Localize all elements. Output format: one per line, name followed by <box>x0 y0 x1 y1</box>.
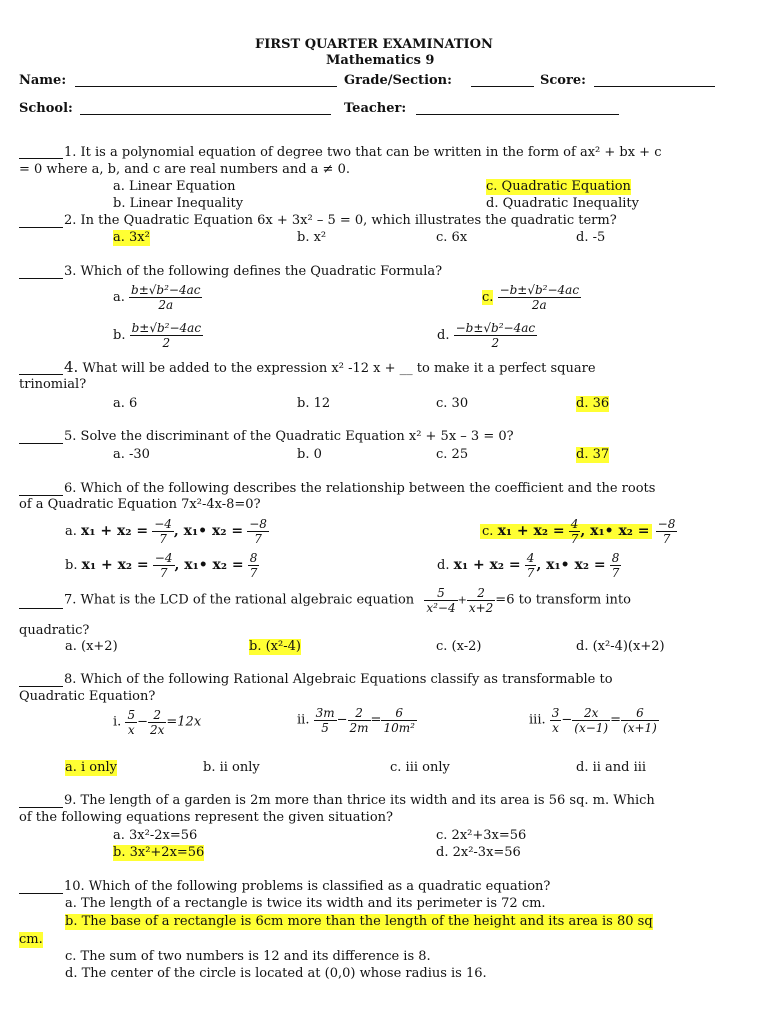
exam-title: FIRST QUARTER EXAMINATION <box>255 37 493 52</box>
grade-section-field[interactable] <box>471 74 534 87</box>
score-label: Score: <box>540 73 586 88</box>
school-field[interactable] <box>80 102 331 115</box>
q8-option-d[interactable]: d. ii and iii <box>576 760 647 775</box>
q8-iii-frac-2: $\frac{2x}{(x-1)}$ <box>574 706 609 735</box>
q6-c-sum-frac: $\frac{4}{7}$ <box>570 517 579 546</box>
q3-c-formula: $\frac{\text{−b±√b²−4ac}}{2a}$ <box>499 283 580 312</box>
q8-i-frac-2: $\frac{2}{2x}$ <box>149 708 165 737</box>
answer-blank-1[interactable] <box>19 146 63 159</box>
answer-blank-10[interactable] <box>19 881 63 894</box>
q6-option-d[interactable] <box>437 551 621 580</box>
q6-option-b[interactable] <box>65 551 259 580</box>
q7-option-d[interactable]: d. (x²-4)(x+2) <box>576 639 665 654</box>
q9-option-c[interactable]: c. 2x²+3x=56 <box>436 828 527 843</box>
answer-blank-6[interactable] <box>19 483 63 496</box>
question-9-text: 9. The length of a garden is 2m more than thrice its width and its area is 56 sq. m. Which <box>64 793 655 808</box>
q8-ii-label: ii. <box>297 712 310 728</box>
q8-iii-frac-3: $\frac{6}{(x+1)}$ <box>623 706 657 735</box>
q4-option-c[interactable]: c. 30 <box>436 396 469 411</box>
q3-a-formula: $\frac{\text{b±√b²−4ac}}{2a}$ <box>131 283 201 312</box>
q8-equation-iii <box>529 706 659 735</box>
q6-a-label: a. <box>65 524 77 539</box>
q8-iii-minus: − <box>561 712 573 728</box>
q5-option-d[interactable]: d. 37 <box>576 447 610 462</box>
q9-option-a[interactable]: a. 3x²-2x=56 <box>113 828 198 843</box>
q9-option-b[interactable]: b. 3x²+2x=56 <box>113 845 205 860</box>
q3-option-b[interactable] <box>113 321 203 350</box>
q4-option-a[interactable]: a. 6 <box>113 396 138 411</box>
q10-option-b-cont[interactable]: cm. <box>19 932 43 947</box>
q6-c-prod-frac: $\frac{-8}{7}$ <box>657 517 676 546</box>
question-8-text: 8. Which of the following Rational Algebraic Equations classify as transformable to <box>64 672 613 687</box>
q6-d-sum: x₁ + x₂ = <box>453 557 521 573</box>
q10-option-a[interactable]: a. The length of a rectangle is twice its width and its perimeter is 72 cm. <box>65 896 546 911</box>
q8-ii-frac-3: $\frac{6}{\text{10m²}}$ <box>383 706 415 735</box>
q10-option-d[interactable]: d. The center of the circle is located at (0,0) whose radius is 16. <box>65 966 487 981</box>
q4-option-d[interactable]: d. 36 <box>576 396 610 411</box>
q8-i-label: i. <box>113 714 122 730</box>
question-4-text <box>64 359 596 377</box>
q3-option-d[interactable] <box>437 321 537 350</box>
q9-option-d[interactable]: d. 2x²-3x=56 <box>436 845 521 860</box>
q4-option-b[interactable]: b. 12 <box>297 396 331 411</box>
q5-option-a[interactable]: a. -30 <box>113 447 150 462</box>
question-5-text: 5. Solve the discriminant of the Quadratic Equation x² + 5x – 3 = 0? <box>64 429 514 444</box>
q5-option-c[interactable]: c. 25 <box>436 447 469 462</box>
question-6-text: 6. Which of the following describes the relationship between the coefficient and the roots <box>64 481 656 496</box>
q10-option-c[interactable]: c. The sum of two numbers is 12 and its difference is 8. <box>65 949 431 964</box>
q3-d-formula: $\frac{\text{−b±√b²−4ac}}{2}$ <box>455 321 536 350</box>
q7-option-c[interactable]: c. (x-2) <box>436 639 482 654</box>
q8-i-rhs: =12x <box>166 714 202 730</box>
q6-c-sum: x₁ + x₂ = <box>497 523 565 539</box>
q6-d-prod: , x₁• x₂ = <box>536 557 606 573</box>
q7-tail: to transform into <box>518 592 631 608</box>
q6-b-sum-frac: $\frac{-4}{7}$ <box>154 551 173 580</box>
q2-option-c[interactable]: c. 6x <box>436 230 468 245</box>
q6-b-label: b. <box>65 558 78 573</box>
name-label: Name: <box>19 73 67 88</box>
q6-d-sum-frac: $\frac{4}{7}$ <box>526 551 535 580</box>
q6-c-prod: , x₁• x₂ = <box>580 523 650 539</box>
q3-b-formula: $\frac{\text{b±√b²−4ac}}{2}$ <box>131 321 202 350</box>
q8-option-a[interactable]: a. i only <box>65 760 118 775</box>
q6-a-sum-frac: $\frac{-4}{7}$ <box>154 517 172 546</box>
q2-option-b[interactable]: b. x² <box>297 230 327 245</box>
q7-fraction-2: $\frac{2}{x+2}$ <box>468 586 494 615</box>
q1-option-a[interactable]: a. Linear Equation <box>113 179 236 194</box>
q2-option-d[interactable]: d. -5 <box>576 230 606 245</box>
q8-ii-equals: = <box>370 712 382 728</box>
q3-d-label: d. <box>437 328 450 343</box>
question-7-text-cont: quadratic? <box>19 623 90 638</box>
q7-fraction-1: $\frac{5}{\text{x²−4}}$ <box>426 586 456 615</box>
answer-blank-5[interactable] <box>19 431 63 444</box>
answer-blank-4[interactable] <box>19 362 63 375</box>
q2-option-a[interactable]: a. 3x² <box>113 230 150 245</box>
q6-a-sum: x₁ + x₂ = <box>81 523 149 539</box>
q8-ii-minus: − <box>336 712 348 728</box>
q8-option-b[interactable]: b. ii only <box>203 760 260 775</box>
q6-a-prod: , x₁• x₂ = <box>173 523 244 539</box>
school-label: School: <box>19 101 73 116</box>
q6-b-prod: , x₁• x₂ = <box>174 557 244 573</box>
q10-option-b[interactable]: b. The base of a rectangle is 6cm more than the length of the height and its area is 80 sq <box>65 914 653 929</box>
question-8-text-cont: Quadratic Equation? <box>19 689 156 704</box>
q6-option-c[interactable] <box>480 517 677 546</box>
q6-c-label: c. <box>482 524 494 539</box>
q7-plus: + <box>457 593 467 607</box>
q8-equation-ii <box>297 706 417 735</box>
question-2-text: 2. In the Quadratic Equation 6x + 3x² – 5 = 0, which illustrates the quadratic term? <box>64 213 617 228</box>
q8-equation-i <box>113 708 201 737</box>
answer-blank-3[interactable] <box>19 266 63 279</box>
q1-option-b[interactable]: b. Linear Inequality <box>113 196 244 211</box>
grade-section-label: Grade/Section: <box>344 73 452 88</box>
q7-option-a[interactable]: a. (x+2) <box>65 639 118 654</box>
q8-ii-frac-1: $\frac{3m}{5}$ <box>315 706 335 735</box>
q3-a-label: a. <box>113 290 125 305</box>
q7-option-b[interactable]: b. (x²-4) <box>249 639 301 654</box>
q8-ii-frac-2: $\frac{2}{2m}$ <box>349 706 369 735</box>
answer-blank-8[interactable] <box>19 674 63 687</box>
question-9-text-cont: of the following equations represent the given situation? <box>19 810 394 825</box>
question-3-text: 3. Which of the following defines the Quadratic Formula? <box>64 264 443 279</box>
answer-blank-9[interactable] <box>19 795 63 808</box>
q8-iii-equals: = <box>610 712 622 728</box>
q7-equals-six: =6 <box>495 592 515 608</box>
teacher-label: Teacher: <box>344 101 407 116</box>
question-7-text <box>64 586 631 615</box>
exam-subtitle: Mathematics 9 <box>326 53 435 68</box>
q8-iii-label: iii. <box>529 712 546 728</box>
score-field[interactable] <box>594 74 715 87</box>
q6-d-label: d. <box>437 558 450 573</box>
q3-option-a[interactable] <box>113 283 202 312</box>
q6-option-a[interactable] <box>65 517 269 546</box>
q1-option-d[interactable]: d. Quadratic Inequality <box>486 196 639 211</box>
q3-option-c[interactable] <box>482 283 581 312</box>
q8-iii-frac-1: $\frac{3}{x}$ <box>551 706 560 735</box>
question-1-text-cont: = 0 where a, b, and c are real numbers and a ≠ 0. <box>19 162 350 177</box>
q4-number: 4. <box>64 358 79 376</box>
q4-text: What will be added to the expression x² -12 x + __ to make it a perfect square <box>82 361 596 376</box>
q6-b-sum: x₁ + x₂ = <box>81 557 149 573</box>
q8-i-minus: − <box>137 714 148 730</box>
q6-b-prod-frac: $\frac{8}{7}$ <box>249 551 258 580</box>
teacher-field[interactable] <box>416 102 619 115</box>
q1-option-c[interactable]: c. Quadratic Equation <box>486 179 631 194</box>
question-6-text-cont: of a Quadratic Equation 7x²-4x-8=0? <box>19 497 261 512</box>
name-field[interactable] <box>75 74 337 87</box>
q7-text: 7. What is the LCD of the rational algebraic equation <box>64 592 415 608</box>
q6-a-prod-frac: $\frac{-8}{7}$ <box>249 517 267 546</box>
question-4-text-cont: trinomial? <box>19 377 87 392</box>
q3-b-label: b. <box>113 328 126 343</box>
answer-blank-2[interactable] <box>19 215 63 228</box>
question-1-text: 1. It is a polynomial equation of degree two that can be written in the form of ax² + bx + c <box>64 145 662 160</box>
q8-i-frac-1: $\frac{5}{x}$ <box>127 708 136 737</box>
q6-d-prod-frac: $\frac{8}{7}$ <box>611 551 620 580</box>
q3-c-label: c. <box>482 290 494 305</box>
question-10-text: 10. Which of the following problems is classified as a quadratic equation? <box>64 879 551 894</box>
q5-option-b[interactable]: b. 0 <box>297 447 322 462</box>
answer-blank-7[interactable] <box>19 596 63 609</box>
q8-option-c[interactable]: c. iii only <box>390 760 450 775</box>
